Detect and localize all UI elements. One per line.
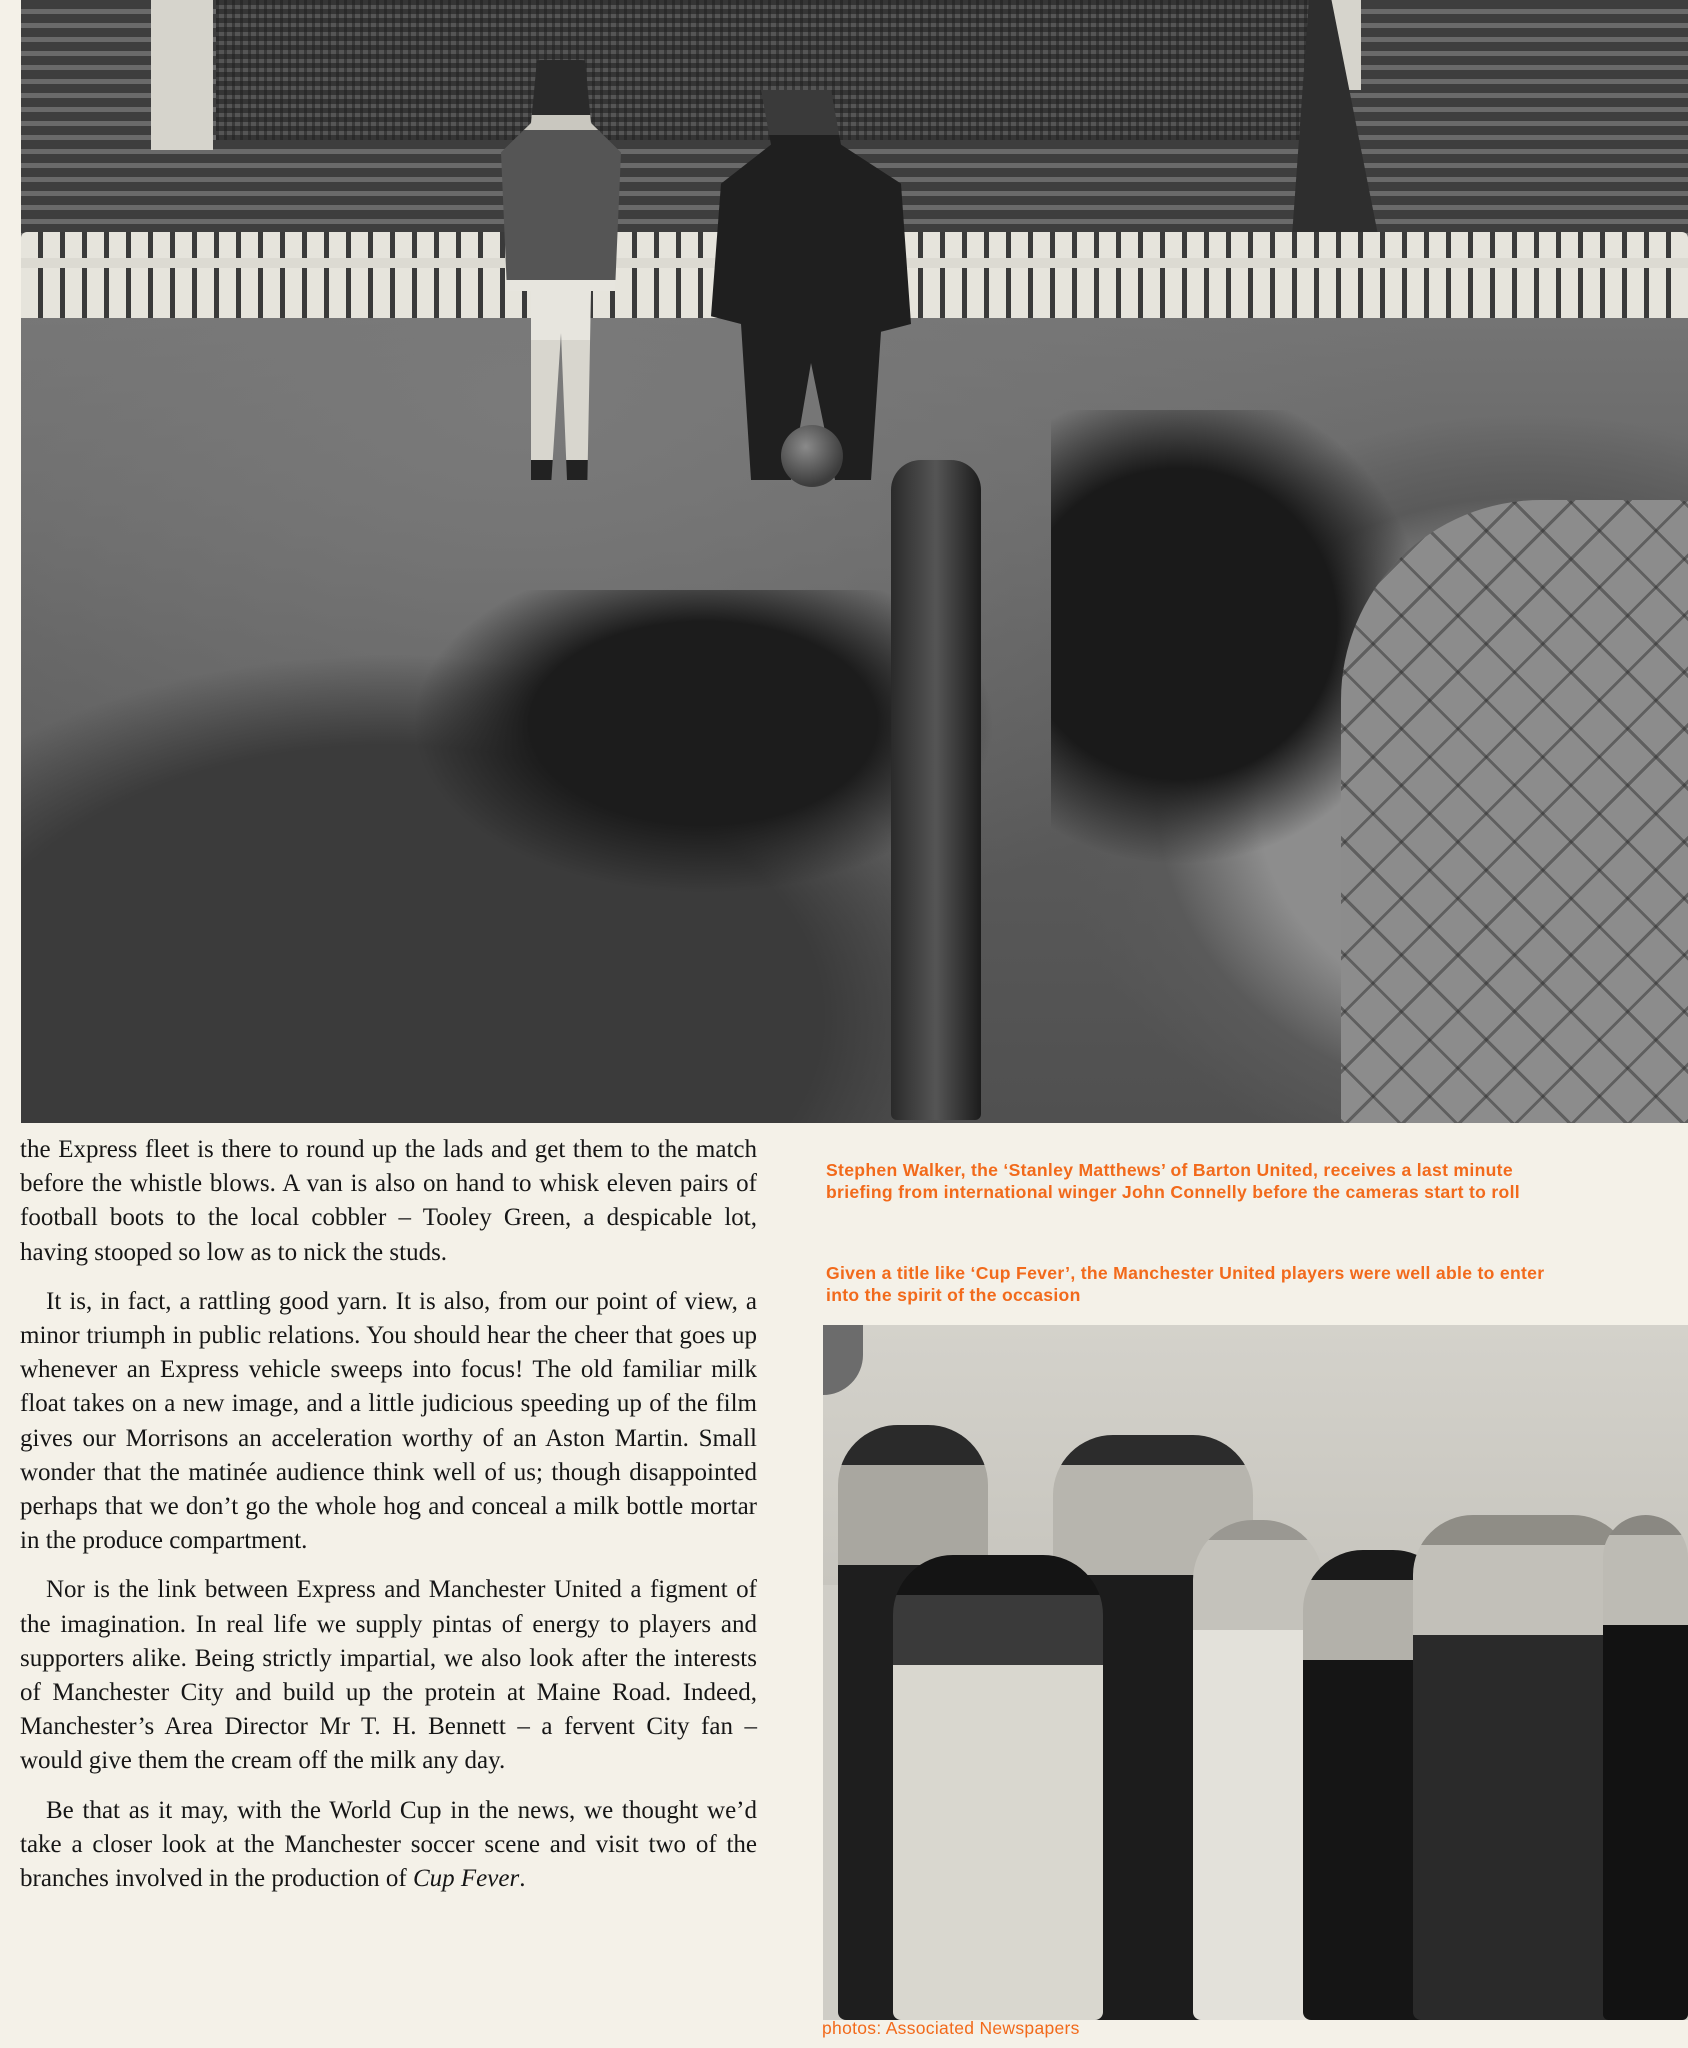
- football: [781, 425, 843, 487]
- boy-figure: [893, 1555, 1103, 2020]
- article-body: [20, 1133, 757, 1911]
- film-title: Cup Fever: [412, 1865, 520, 1893]
- paragraph-text: Be that as it may, with the World Cup in the news, we thought we’d take a closer look at the Manchester soccer scene and visit two of the branches involved in the production of: [20, 1796, 757, 1893]
- caption-bottom-photo: Given a title like ‘Cup Fever’, the Manchester United players were well able to enter into the spirit of the occasion: [826, 1263, 1545, 1305]
- photo-credit: photos: Associated Newspapers: [822, 2018, 1080, 2038]
- paragraph: Nor is the link between Express and Manchester United a figment of the imagination. In real life we supply pintas of energy to players and supporters alike. Being strictly impartial, we also look after the interests of Manchester City and build up the protein at Maine Road. Indeed, Manchester’s Area Director Mr T. H. Bennett – a fervent City fan – would give them the cream off the milk any day.: [20, 1576, 757, 1775]
- player-figure: [1603, 1515, 1688, 2020]
- paragraph: It is, in fact, a rattling good yarn. It is also, from our point of view, a minor triumph in public relations. You should hear the cheer that goes up whenever an Express vehicle sweeps into focus! The old familiar milk float takes on a new image, and a little judicious speeding up of the film gives our Morrisons an acceleration worthy of an Aston Martin. Small wonder that the matinée audience think well of us; though disappointed perhaps that we don’t go the whole hog and conceal a milk bottle mortar in the produce compartment.: [20, 1287, 757, 1555]
- stand-pillar: [151, 0, 213, 150]
- film-camera: [891, 460, 981, 1120]
- photo-manchester-united-players: [823, 1325, 1688, 2020]
- paragraph: [20, 1794, 757, 1897]
- paragraph: the Express fleet is there to round up the lads and get them to the match before the whistle blows. A van is also on hand to whisk eleven pairs of football boots to the local cobbler – Tooley Green, a despicable lot, having stooped so low as to nick the studs.: [20, 1136, 757, 1266]
- photo-filming-on-pitch: [21, 0, 1688, 1123]
- paragraph-end: .: [519, 1865, 526, 1893]
- player-figure: [1413, 1515, 1633, 2020]
- caption-top-photo: Stephen Walker, the ‘Stanley Matthews’ of Barton United, receives a last minute briefing from international winger John Connelly before the cameras start to roll: [826, 1160, 1520, 1202]
- quilted-jacket: [1341, 500, 1688, 1123]
